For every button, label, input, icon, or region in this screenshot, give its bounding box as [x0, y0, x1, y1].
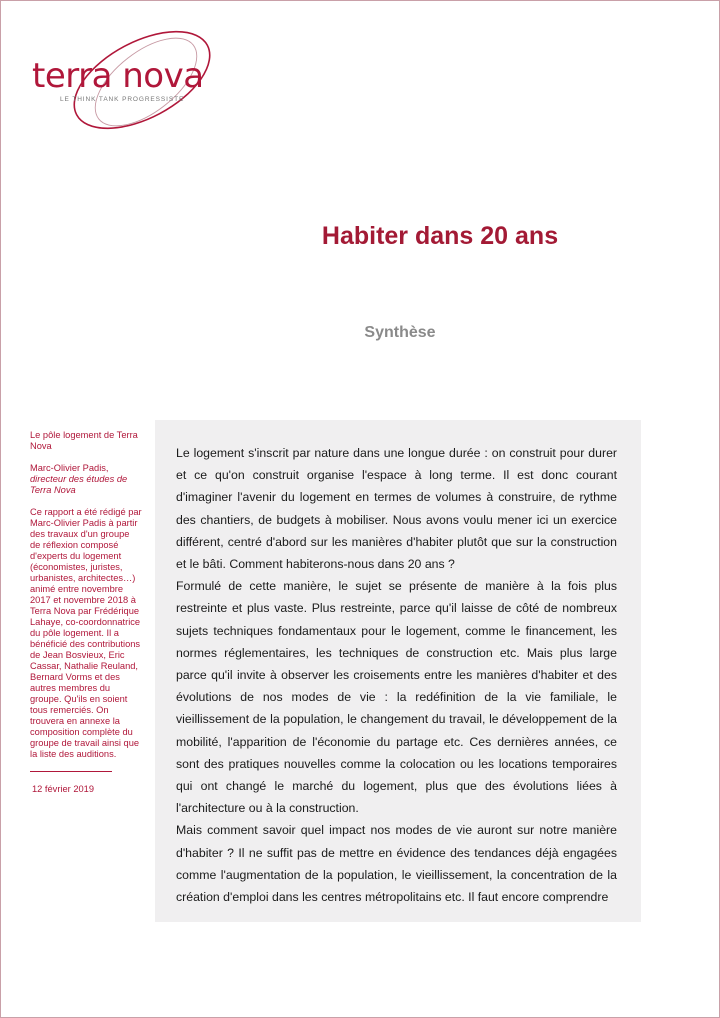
sidebar-divider: [30, 771, 112, 772]
credits-text: Ce rapport a été rédigé par Marc-Olivier Padis à partir des travaux d'un groupe de réflexion composé d'experts du logement (économistes, juristes, urbanistes, architectes…) animé entre novembre 2017 et novembre 2018 à Terra Nova par Frédérique Lahaye, co-coordonnatrice du pôle logement. Il a bénéficié des contributions de Jean Bosvieux, Eric Cassar, Nathalie Reuland, Bernard Vorms et des autres membres du groupe. Qu'ils en soient tous remerciés. On trouvera en annexe la composition complète du groupe de travail ainsi que la liste des auditions.: [30, 507, 142, 759]
publication-date: 12 février 2019: [32, 784, 95, 794]
logo-tagline: LE THINK TANK PROGRESSISTE: [60, 96, 185, 103]
body-paragraph-1: Le logement s'inscrit par nature dans une longue durée : on construit pour durer et ce qu'on construit organise l'espace à long terme. Il est donc courant d'imaginer l'avenir du logement en termes de volumes à construire, de rythme des chantiers, de budgets à mobiliser. Nous avons voulu mener ici un exercice différent, centré d'abord sur les manières d'habiter plutôt que sur la construction et le bâti. Comment habiterons-nous dans 20 ans ?: [176, 446, 617, 572]
terra-nova-logo: [24, 18, 224, 138]
body-paragraph-3: Mais comment savoir quel impact nos modes de vie auront sur notre manière d'habiter ? Il ne suffit pas de mettre en évidence des tendances déjà engagées comme l'augmentation de la population, le vieillissement, la concentration de la création d'emploi dans les centres métropolitains etc. Il faut encore comprendre: [176, 823, 617, 905]
logo-wordmark: terra nova: [32, 56, 204, 96]
sidebar-heading: Le pôle logement de Terra Nova: [30, 430, 138, 451]
document-title: Habiter dans 20 ans: [321, 222, 559, 250]
body-paragraph-2: Formulé de cette manière, le sujet se présente de manière à la fois plus restreinte et plus vaste. Plus restreinte, parce qu'il laisse de côté de nombreux sujets techniques fondamentaux pour le logement, comme le financement, les normes réglementaires, les techniques de construction etc. Mais plus large parce qu'il invite à observer les croisements entre les manières d'habiter et des évolutions de nos modes de vie : la redéfinition de la vie familiale, le vieillissement de la population, le changement du travail, le développement de la mobilité, l'apparition de l'économie du partage etc. Ces dernières années, ce sont des pratiques nouvelles comme la colocation ou les locations temporaires qui ont changé le marché du logement, plus que des évolutions liées à l'architecture ou à la construction.: [176, 579, 617, 816]
author-name: Marc-Olivier Padis,: [30, 463, 109, 473]
author-block: [30, 463, 142, 496]
document-subtitle: Synthèse: [364, 324, 436, 341]
sidebar-credits: [30, 430, 142, 795]
body-text: [176, 442, 617, 908]
author-role: directeur des études de Terra Nova: [30, 474, 128, 495]
